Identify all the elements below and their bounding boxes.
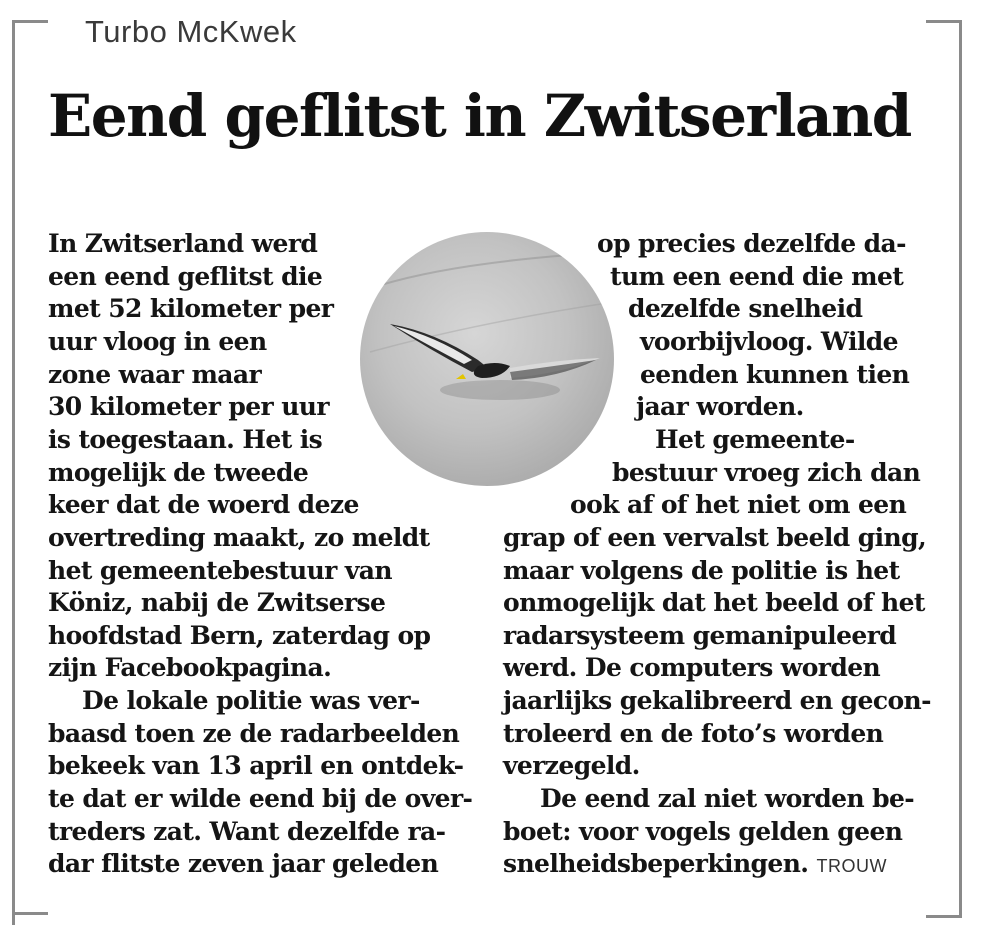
text-line-content: radarsysteem gemanipuleerd [503, 620, 897, 650]
text-line-content: bekeek van 13 april en ontdek- [48, 751, 464, 781]
text-line-content: met 52 kilometer per [48, 294, 334, 324]
author-byline: Turbo McKwek [85, 14, 297, 49]
text-line [503, 587, 925, 619]
text-line [48, 816, 445, 848]
text-line-content: keer dat de woerd deze [48, 490, 359, 520]
duck-illustration [360, 232, 614, 486]
text-line-content: zijn Facebookpagina. [48, 653, 332, 683]
text-line-content: Het gemeente- [655, 424, 855, 454]
text-line-content: treders zat. Want dezelfde ra- [48, 816, 446, 846]
text-line [82, 685, 420, 717]
text-line [503, 652, 880, 684]
text-line-content: dar flitste zeven jaar geleden [48, 849, 439, 879]
text-line [48, 587, 385, 619]
text-line [610, 261, 903, 293]
text-line [612, 457, 920, 489]
text-line [48, 261, 322, 293]
text-line-content: hoofdstad Bern, zaterdag op [48, 620, 431, 650]
text-line [48, 555, 392, 587]
text-line-content: grap of een vervalst beeld ging, [503, 522, 927, 552]
text-line [503, 620, 896, 652]
frame-edge-right [959, 20, 962, 918]
text-line [48, 489, 359, 521]
headline: Eend geflitst in Zwitserland [48, 82, 911, 150]
text-line [48, 848, 438, 880]
text-line-content: verzegeld. [503, 751, 640, 781]
text-line [48, 620, 430, 652]
text-line [48, 391, 329, 423]
text-line-content: dezelfde snelheid [628, 294, 863, 324]
frame-corner-bottom-left [12, 912, 48, 915]
text-line-content: het gemeentebestuur van [48, 555, 392, 585]
text-line [597, 228, 906, 260]
text-line [48, 718, 459, 750]
text-line-content: Köniz, nabij de Zwitserse [48, 588, 386, 618]
text-line [48, 457, 308, 489]
frame-corner-top-left [12, 20, 51, 925]
text-line [636, 391, 804, 423]
text-line-content: mogelijk de tweede [48, 457, 309, 487]
text-line-content: eenden kunnen tien [640, 359, 910, 389]
text-line-content: uur vloog in een [48, 326, 267, 356]
text-line-content: tum een eend die met [610, 261, 904, 291]
text-line-content: De lokale politie was ver- [82, 686, 420, 716]
text-line-content: De eend zal niet worden be- [540, 784, 915, 814]
source-credit: TROUW [816, 856, 887, 877]
text-line [48, 228, 317, 260]
text-line [48, 522, 430, 554]
text-line-content: te dat er wilde eend bij de over- [48, 784, 473, 814]
text-line [540, 783, 914, 815]
text-line [48, 326, 267, 358]
text-line [503, 848, 887, 882]
text-line-content: jaarlijks gekalibreerd en gecon- [503, 686, 931, 716]
text-line [640, 359, 909, 391]
text-line-content: is toegestaan. Het is [48, 424, 323, 454]
text-line [48, 783, 472, 815]
frame-corner-top-right [926, 20, 962, 23]
text-line-content: op precies dezelfde da- [597, 229, 906, 258]
text-line-content: boet: voor vogels gelden geen [503, 816, 903, 846]
text-line-content: maar volgens de politie is het [503, 555, 900, 585]
text-line [48, 652, 331, 684]
text-line-content: troleerd en de foto’s worden [503, 718, 884, 748]
text-line-content: een eend geflitst die [48, 261, 323, 291]
flying-duck-photo [360, 232, 614, 486]
text-line [503, 750, 640, 782]
text-line [640, 326, 898, 358]
text-line-content: ook af of het niet om een [570, 490, 907, 520]
text-line-content: baasd toen ze de radarbeelden [48, 718, 460, 748]
text-line [503, 522, 926, 554]
frame-corner-bottom-right [926, 915, 962, 918]
text-line-content: werd. De computers worden [503, 653, 881, 683]
text-line-content: snelheidsbeperkingen. [503, 849, 809, 879]
text-line-content: voorbijvloog. Wilde [640, 326, 898, 356]
text-line [503, 555, 900, 587]
text-line [48, 359, 261, 391]
text-line-content: In Zwitserland werd [48, 229, 318, 258]
text-line [48, 750, 463, 782]
text-line [503, 718, 883, 750]
text-line [655, 424, 855, 456]
text-line-content: jaar worden. [636, 392, 804, 422]
text-line-content: 30 kilometer per uur [48, 392, 329, 422]
text-line [503, 685, 931, 717]
text-line [628, 293, 862, 325]
text-line [48, 424, 322, 456]
text-line-content: onmogelijk dat het beeld of het [503, 588, 925, 618]
text-line-content: bestuur vroeg zich dan [612, 457, 921, 487]
text-line [503, 816, 902, 848]
text-line-content: overtreding maakt, zo meldt [48, 522, 430, 552]
text-line [48, 293, 333, 325]
text-line [570, 489, 906, 521]
text-line-content: zone waar maar [48, 359, 262, 389]
